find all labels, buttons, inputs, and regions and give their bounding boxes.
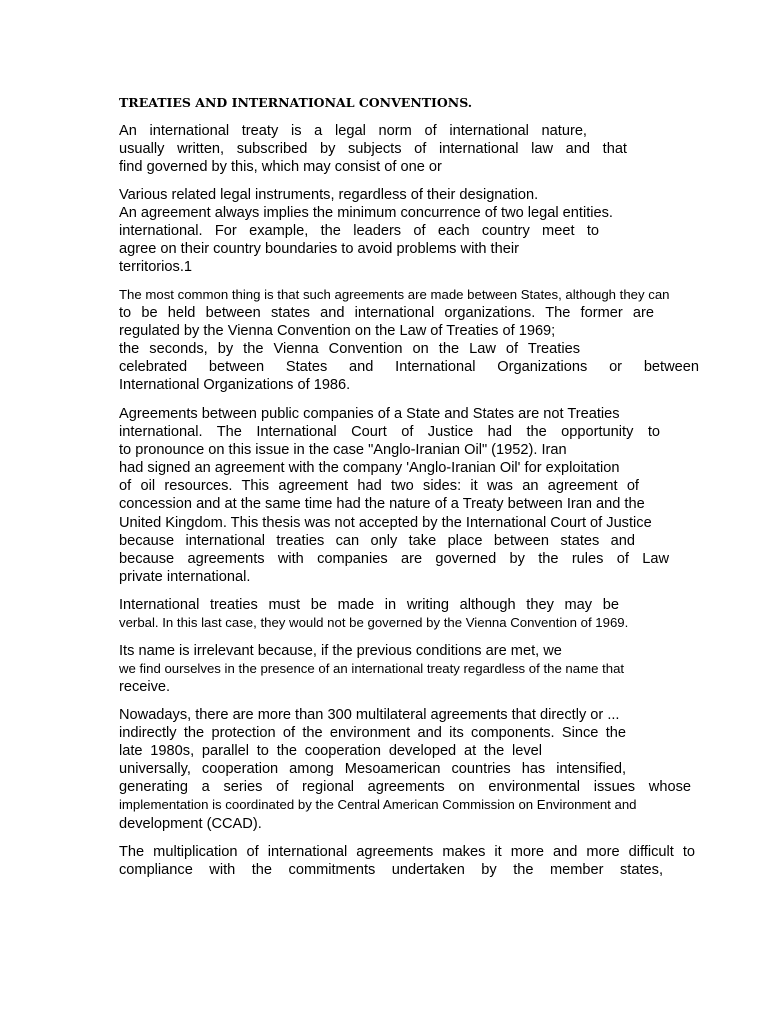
- text-line: because agreements with companies are governed by the rules of Law: [119, 550, 669, 567]
- text-line: the seconds, by the Vienna Convention on the Law of Treaties: [119, 341, 580, 358]
- text-line: agree on their country boundaries to avoid problems with their: [119, 241, 519, 258]
- paragraph-treaty-definition: [119, 122, 627, 176]
- text-line: we find ourselves in the presence of an international treaty regardless of the name that: [119, 661, 625, 677]
- text-line: An international treaty is a legal norm of international nature,: [119, 123, 587, 139]
- text-line: regulated by the Vienna Convention on the Law of Treaties of 1969;: [119, 323, 556, 340]
- text-line: universally, cooperation among Mesoamerican countries has intensified,: [119, 761, 626, 778]
- paragraph-written-treaties: [119, 596, 628, 632]
- text-line: concession and at the same time had the nature of a Treaty between Iran and the: [119, 496, 645, 513]
- text-line: Various related legal instruments, regardless of their designation.: [119, 187, 539, 203]
- text-line: Agreements between public companies of a State and States are not Treaties: [119, 406, 620, 422]
- text-line: An agreement always implies the minimum concurrence of two legal entities.: [119, 205, 613, 222]
- text-line: of oil resources. This agreement had two sides: it was an agreement of: [119, 478, 639, 495]
- paragraph-multilateral-agreements: [119, 706, 691, 833]
- text-line: development (CCAD).: [119, 815, 262, 832]
- text-line: had signed an agreement with the company 'Anglo-Iranian Oil' for exploitation: [119, 460, 620, 477]
- paragraph-states-organizations: [119, 286, 699, 395]
- text-line: private international.: [119, 568, 251, 585]
- text-line: usually written, subscribed by subjects of international law and that: [119, 141, 627, 158]
- paragraph-name-irrelevant: [119, 642, 624, 696]
- text-line: international. For example, the leaders of each country meet to: [119, 223, 599, 240]
- text-line: International Organizations of 1986.: [119, 377, 351, 394]
- paragraph-multiplication: [119, 843, 695, 879]
- text-line: to pronounce on this issue in the case "Anglo-Iranian Oil" (1952). Iran: [119, 442, 567, 459]
- text-line: United Kingdom. This thesis was not accepted by the International Court of Justice: [119, 514, 652, 531]
- text-line: territorios.1: [119, 259, 192, 276]
- text-line: find governed by this, which may consist of one or: [119, 159, 442, 176]
- text-line: International treaties must be made in writing although they may be: [119, 597, 619, 613]
- paragraph-legal-instruments: [119, 186, 613, 276]
- text-line: because international treaties can only take place between states and: [119, 532, 635, 549]
- text-line: The multiplication of international agreements makes it more and more difficult to: [119, 844, 695, 860]
- text-line: late 1980s, parallel to the cooperation developed at the level: [119, 743, 542, 760]
- text-line: The most common thing is that such agreements are made between States, although they can: [119, 287, 670, 302]
- text-line: international. The International Court of Justice had the opportunity to: [119, 424, 660, 441]
- text-line: Nowadays, there are more than 300 multilateral agreements that directly or ...: [119, 707, 620, 723]
- text-line: generating a series of regional agreements on environmental issues whose: [119, 779, 691, 796]
- text-line: Its name is irrelevant because, if the previous conditions are met, we: [119, 643, 562, 659]
- text-line: compliance with the commitments undertaken by the member states,: [119, 862, 663, 879]
- paragraph-public-companies: [119, 405, 669, 586]
- text-line: implementation is coordinated by the Central American Commission on Environment and: [119, 797, 637, 813]
- text-line: celebrated between States and International Organizations or between: [119, 359, 699, 376]
- text-line: receive.: [119, 679, 171, 696]
- text-line: indirectly the protection of the environment and its components. Since the: [119, 725, 626, 742]
- text-line: verbal. In this last case, they would not be governed by the Vienna Convention of 1969.: [119, 615, 629, 631]
- document-title: TREATIES AND INTERNATIONAL CONVENTIONS.: [119, 95, 473, 110]
- text-line: to be held between states and international organizations. The former are: [119, 305, 654, 322]
